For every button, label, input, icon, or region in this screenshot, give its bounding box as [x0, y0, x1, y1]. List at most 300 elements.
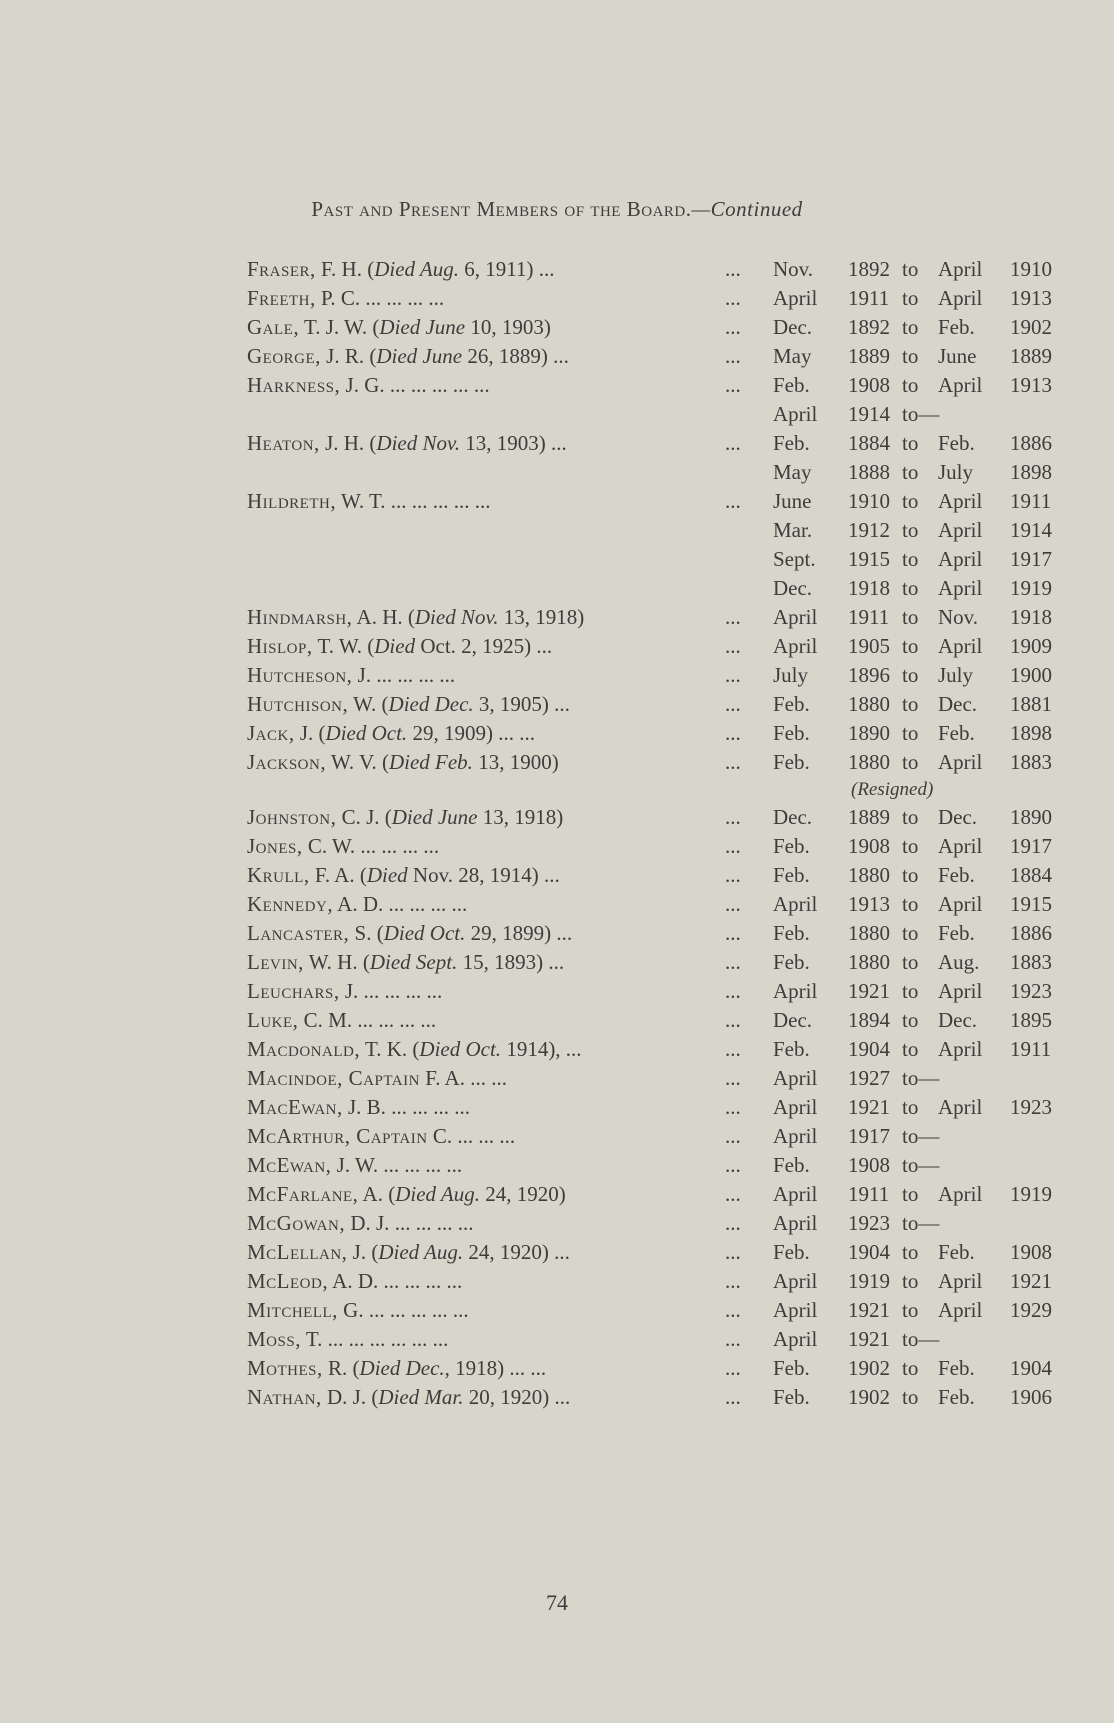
to-word: to: [902, 489, 919, 513]
leader-dots: ...: [725, 1095, 741, 1119]
death-note-open: (: [376, 921, 384, 945]
leader-dots: ... ... ... ...: [360, 286, 445, 310]
end-month: April: [938, 518, 983, 542]
death-note-open: (: [372, 315, 380, 339]
member-surname: George,: [247, 344, 321, 368]
member-name: [247, 1354, 546, 1383]
end-year: 1886: [1010, 431, 1052, 455]
member-surname: Harkness,: [247, 373, 341, 397]
death-note-open: (: [412, 1037, 420, 1061]
member-surname: Hislop,: [247, 634, 313, 658]
member-initials: W.: [348, 692, 382, 716]
member-initials: J. G.: [340, 373, 385, 397]
member-surname: Hildreth,: [247, 489, 337, 513]
start-year: 1921: [848, 1327, 890, 1351]
end-month: Feb.: [938, 1240, 975, 1264]
member-row: [0, 458, 1114, 487]
death-note: Died Aug.: [395, 1182, 480, 1206]
end-month: June: [938, 344, 977, 368]
leader-dots: ...: [549, 1385, 571, 1409]
to-word: to: [902, 547, 919, 571]
member-initials: T. J. W.: [299, 315, 373, 339]
start-year: 1904: [848, 1240, 890, 1264]
heading-continued: —Continued: [691, 197, 803, 221]
end-month: Feb.: [938, 315, 975, 339]
leader-dots: ... ...: [504, 1356, 547, 1380]
start-month: April: [773, 634, 818, 658]
leader-dots: ...: [725, 373, 741, 397]
leader-dots: ...: [725, 805, 741, 829]
member-initials: J. W.: [331, 1153, 379, 1177]
to-word: to: [902, 863, 919, 887]
end-year: 1917: [1010, 547, 1052, 571]
member-row: [0, 284, 1114, 313]
member-row: [0, 487, 1114, 516]
start-month: Feb.: [773, 373, 810, 397]
member-name: [247, 1296, 469, 1325]
leader-dots: ...: [725, 1066, 741, 1090]
end-month: April: [938, 834, 983, 858]
member-initials: D. J.: [345, 1211, 390, 1235]
start-year: 1894: [848, 1008, 890, 1032]
start-year: 1880: [848, 692, 890, 716]
end-month: April: [938, 547, 983, 571]
start-month: April: [773, 402, 818, 426]
death-note: Died Oct.: [325, 721, 408, 745]
member-name: [247, 1151, 462, 1180]
member-row: [0, 400, 1114, 429]
death-note-open: (: [381, 692, 389, 716]
death-note-date: 26, 1889): [462, 344, 548, 368]
start-year: 1921: [848, 979, 890, 1003]
member-row: [0, 603, 1114, 632]
death-note: Died: [366, 863, 408, 887]
leader-dots: ...: [725, 1211, 741, 1235]
end-month: April: [938, 373, 983, 397]
member-surname: Krull,: [247, 863, 310, 887]
member-surname: Johnston,: [247, 805, 337, 829]
member-name: [247, 1006, 436, 1035]
leader-dots: ...: [725, 1124, 741, 1148]
leader-dots: ... ... ...: [452, 1124, 516, 1148]
death-note: Died June: [391, 805, 478, 829]
end-year: 1890: [1010, 805, 1052, 829]
to-word: to: [902, 1008, 919, 1032]
start-month: Feb.: [773, 834, 810, 858]
member-name: [247, 919, 572, 948]
leader-dots: ...: [725, 863, 741, 887]
member-initials: C. J.: [336, 805, 385, 829]
start-month: April: [773, 892, 818, 916]
death-note: Died Sept.: [369, 950, 458, 974]
end-year: 1923: [1010, 1095, 1052, 1119]
start-month: Feb.: [773, 431, 810, 455]
end-year: 1914: [1010, 518, 1052, 542]
start-month: Nov.: [773, 257, 814, 281]
end-year: 1889: [1010, 344, 1052, 368]
end-year: 1913: [1010, 373, 1052, 397]
member-initials: J.: [339, 979, 359, 1003]
to-word: to—: [902, 1327, 940, 1351]
end-month: April: [938, 286, 983, 310]
member-surname: Hindmarsh,: [247, 605, 353, 629]
member-surname: Nathan,: [247, 1385, 322, 1409]
end-year: 1883: [1010, 950, 1052, 974]
death-note: Died June: [379, 315, 466, 339]
start-month: Feb.: [773, 721, 810, 745]
member-row: [0, 919, 1114, 948]
member-row: [0, 429, 1114, 458]
start-year: 1910: [848, 489, 890, 513]
end-month: April: [938, 1298, 983, 1322]
death-note: Died Nov.: [376, 431, 460, 455]
leader-dots: ...: [533, 257, 555, 281]
end-month: July: [938, 460, 974, 484]
start-month: Sept.: [773, 547, 816, 571]
start-month: May: [773, 460, 812, 484]
start-month: April: [773, 1095, 818, 1119]
death-note-open: (: [371, 1385, 379, 1409]
member-surname: Macdonald,: [247, 1037, 361, 1061]
end-year: 1929: [1010, 1298, 1052, 1322]
member-name: [247, 890, 467, 919]
end-year: 1917: [1010, 834, 1052, 858]
member-name: [247, 832, 439, 861]
member-name: [247, 719, 535, 748]
member-name: [247, 1035, 582, 1064]
leader-dots: ...: [725, 721, 741, 745]
to-word: to: [902, 431, 919, 455]
member-row: [0, 1035, 1114, 1064]
member-initials: R.: [322, 1356, 353, 1380]
member-surname: Jack,: [247, 721, 295, 745]
death-note-date: 20, 1920): [463, 1385, 550, 1409]
start-month: April: [773, 286, 818, 310]
start-year: 1911: [848, 1182, 890, 1206]
member-initials: J.: [294, 721, 319, 745]
start-month: Dec.: [773, 576, 813, 600]
leader-dots: ...: [725, 286, 741, 310]
start-month: Feb.: [773, 1356, 810, 1380]
death-note-date: 13, 1918): [498, 605, 585, 629]
death-note-date: 13, 1903): [460, 431, 546, 455]
member-row: [0, 632, 1114, 661]
end-month: April: [938, 1269, 983, 1293]
to-word: to: [902, 979, 919, 1003]
member-name: [247, 1209, 473, 1238]
member-row: [0, 1006, 1114, 1035]
end-month: April: [938, 1095, 983, 1119]
end-year: 1898: [1010, 721, 1052, 745]
member-row: [0, 977, 1114, 1006]
to-word: to: [902, 1095, 919, 1119]
member-row: [0, 313, 1114, 342]
member-initials: A. D.: [328, 1269, 379, 1293]
leader-dots: ...: [725, 315, 741, 339]
start-month: May: [773, 344, 812, 368]
to-word: to—: [902, 1066, 940, 1090]
death-note-date: Nov. 28, 1914): [407, 863, 539, 887]
end-year: 1883: [1010, 750, 1052, 774]
end-year: 1902: [1010, 315, 1052, 339]
start-month: April: [773, 605, 818, 629]
leader-dots: ...: [725, 431, 741, 455]
death-note: Died Mar.: [378, 1385, 464, 1409]
leader-dots: ... ... ... ...: [371, 663, 456, 687]
leader-dots: ...: [725, 1008, 741, 1032]
member-row: [0, 1238, 1114, 1267]
member-name: [247, 1180, 566, 1209]
member-row: [0, 1325, 1114, 1354]
start-month: April: [773, 1124, 818, 1148]
death-note-date: 3, 1905): [473, 692, 549, 716]
member-name: [247, 861, 560, 890]
leader-dots: ... ... ... ... ...: [384, 373, 490, 397]
start-month: April: [773, 1211, 818, 1235]
member-initials: A. D.: [333, 892, 384, 916]
start-month: Feb.: [773, 750, 810, 774]
member-name: [247, 977, 442, 1006]
member-surname: McLellan,: [247, 1240, 348, 1264]
member-row: [0, 948, 1114, 977]
member-surname: Lancaster,: [247, 921, 350, 945]
end-year: 1881: [1010, 692, 1052, 716]
to-word: to: [902, 692, 919, 716]
to-word: to—: [902, 1153, 940, 1177]
death-note-date: 24, 1920): [463, 1240, 549, 1264]
page-number: 74: [546, 1590, 568, 1615]
end-year: 1898: [1010, 460, 1052, 484]
end-year: 1923: [1010, 979, 1052, 1003]
start-month: Feb.: [773, 863, 810, 887]
member-row: [0, 1267, 1114, 1296]
start-year: 1913: [848, 892, 890, 916]
leader-dots: ...: [725, 692, 741, 716]
death-note-open: (: [381, 750, 389, 774]
death-note-date: 29, 1899): [465, 921, 552, 945]
member-surname: Hutcheson,: [247, 663, 353, 687]
end-month: July: [938, 663, 974, 687]
member-row: [0, 1354, 1114, 1383]
member-row: [0, 748, 1114, 777]
member-initials: W. V.: [326, 750, 382, 774]
death-note-date: 10, 1903): [465, 315, 551, 339]
start-year: 1902: [848, 1356, 890, 1380]
start-month: April: [773, 1066, 818, 1090]
leader-dots: ...: [725, 1240, 741, 1264]
member-initials: P. C.: [315, 286, 361, 310]
to-word: to: [902, 576, 919, 600]
leader-dots: ...: [725, 979, 741, 1003]
start-year: 1908: [848, 1153, 890, 1177]
end-year: 1908: [1010, 1240, 1052, 1264]
start-month: April: [773, 1182, 818, 1206]
start-year: 1927: [848, 1066, 890, 1090]
to-word: to: [902, 1269, 919, 1293]
start-month: Dec.: [773, 805, 813, 829]
leader-dots: ...: [545, 431, 567, 455]
start-month: April: [773, 1298, 818, 1322]
end-year: 1918: [1010, 605, 1052, 629]
member-name: [247, 371, 490, 400]
leader-dots: ...: [725, 834, 741, 858]
member-name: [247, 1267, 462, 1296]
death-note-open: (: [407, 605, 415, 629]
leader-dots: ... ... ... ... ...: [363, 1298, 469, 1322]
death-note: Died Dec.: [388, 692, 474, 716]
end-month: April: [938, 576, 983, 600]
end-month: Feb.: [938, 921, 975, 945]
death-note-date: 6, 1911): [458, 257, 534, 281]
member-row: [0, 1122, 1114, 1151]
start-year: 1880: [848, 921, 890, 945]
member-row: [0, 574, 1114, 603]
start-year: 1921: [848, 1095, 890, 1119]
start-year: 1902: [848, 1385, 890, 1409]
end-year: 1884: [1010, 863, 1052, 887]
leader-dots: ...: [548, 1240, 570, 1264]
end-year: 1886: [1010, 921, 1052, 945]
member-surname: McLeod,: [247, 1269, 329, 1293]
member-surname: Luke,: [247, 1008, 299, 1032]
member-initials: C. W.: [302, 834, 356, 858]
start-year: 1880: [848, 863, 890, 887]
death-note: Died Oct.: [419, 1037, 502, 1061]
member-row: [0, 1209, 1114, 1238]
to-word: to: [902, 805, 919, 829]
death-note-open: (: [371, 1240, 379, 1264]
leader-dots: ...: [725, 1356, 741, 1380]
start-year: 1889: [848, 344, 890, 368]
member-name: [247, 313, 551, 342]
end-month: April: [938, 634, 983, 658]
member-name: [247, 1238, 570, 1267]
member-name: [247, 1122, 515, 1151]
end-month: Nov.: [938, 605, 979, 629]
to-word: to: [902, 1385, 919, 1409]
start-year: 1921: [848, 1298, 890, 1322]
leader-dots: ... ... ... ...: [389, 1211, 474, 1235]
end-year: 1919: [1010, 1182, 1052, 1206]
member-name: [247, 803, 563, 832]
start-year: 1892: [848, 315, 890, 339]
member-surname: McEwan,: [247, 1153, 332, 1177]
member-initials: J. R.: [320, 344, 370, 368]
to-word: to: [902, 663, 919, 687]
leader-dots: ...: [725, 489, 741, 513]
death-note-date: 29, 1909): [407, 721, 493, 745]
member-surname: Jackson,: [247, 750, 327, 774]
to-word: to—: [902, 1124, 940, 1148]
start-month: July: [773, 663, 809, 687]
end-month: Feb.: [938, 863, 975, 887]
to-word: to: [902, 1037, 919, 1061]
death-note-date: Oct. 2, 1925): [415, 634, 532, 658]
start-month: Dec.: [773, 315, 813, 339]
leader-dots: ... ...: [464, 1066, 507, 1090]
member-name: [247, 603, 584, 632]
member-initials: T. K.: [360, 1037, 413, 1061]
member-surname: McFarlane,: [247, 1182, 359, 1206]
member-surname: Kennedy,: [247, 892, 334, 916]
leader-dots: ...: [725, 344, 741, 368]
heading-main: Past and Present Members of the Board.: [311, 197, 692, 221]
to-word: to—: [902, 1211, 940, 1235]
death-note-date: 24, 1920): [479, 1182, 566, 1206]
member-name: [247, 1064, 507, 1093]
member-initials: T.: [300, 1327, 323, 1351]
death-note-open: (: [369, 431, 377, 455]
end-year: 1895: [1010, 1008, 1052, 1032]
members-list: [0, 255, 1114, 1412]
death-note-open: (: [388, 1182, 396, 1206]
leader-dots: ... ... ... ...: [358, 979, 443, 1003]
start-year: 1880: [848, 750, 890, 774]
member-surname: Macindoe, Captain: [247, 1066, 420, 1090]
death-note: Died Dec.: [359, 1356, 445, 1380]
member-name: [247, 487, 490, 516]
member-row: [0, 1180, 1114, 1209]
member-initials: A.: [358, 1182, 389, 1206]
start-month: Dec.: [773, 1008, 813, 1032]
member-initials: T. W.: [312, 634, 368, 658]
member-row: [0, 690, 1114, 719]
member-name: [247, 1093, 470, 1122]
start-month: Feb.: [773, 1385, 810, 1409]
to-word: to: [902, 950, 919, 974]
member-surname: Mothes,: [247, 1356, 323, 1380]
start-year: 1904: [848, 1037, 890, 1061]
member-name: [247, 342, 569, 371]
to-word: to: [902, 750, 919, 774]
member-name: [247, 1383, 570, 1412]
leader-dots: ...: [725, 1298, 741, 1322]
end-month: Dec.: [938, 805, 978, 829]
start-year: 1888: [848, 460, 890, 484]
member-surname: Fraser,: [247, 257, 316, 281]
leader-dots: ...: [548, 692, 570, 716]
leader-dots: ... ... ... ... ...: [385, 489, 491, 513]
member-initials: S.: [349, 921, 377, 945]
end-month: April: [938, 489, 983, 513]
leader-dots: ...: [725, 257, 741, 281]
end-month: April: [938, 750, 983, 774]
member-initials: C. M.: [298, 1008, 353, 1032]
end-year: 1921: [1010, 1269, 1052, 1293]
leader-dots: ...: [543, 950, 565, 974]
member-initials: J.: [347, 1240, 372, 1264]
start-year: 1892: [848, 257, 890, 281]
death-note: Died Feb.: [388, 750, 473, 774]
death-note: Died Oct.: [383, 921, 466, 945]
member-initials: F. H.: [315, 257, 368, 281]
member-surname: Freeth,: [247, 286, 316, 310]
to-word: to: [902, 605, 919, 629]
leader-dots: ... ... ... ...: [385, 1095, 470, 1119]
to-word: to: [902, 921, 919, 945]
end-month: Dec.: [938, 692, 978, 716]
leader-dots: ...: [725, 921, 741, 945]
member-initials: G.: [337, 1298, 364, 1322]
death-note-date: 1914), ...: [501, 1037, 582, 1061]
start-year: 1923: [848, 1211, 890, 1235]
leader-dots: ...: [725, 1385, 741, 1409]
leader-dots: ...: [538, 863, 560, 887]
leader-dots: ...: [725, 892, 741, 916]
member-name: [247, 429, 567, 458]
leader-dots: ... ... ... ...: [352, 1008, 437, 1032]
start-year: 1890: [848, 721, 890, 745]
